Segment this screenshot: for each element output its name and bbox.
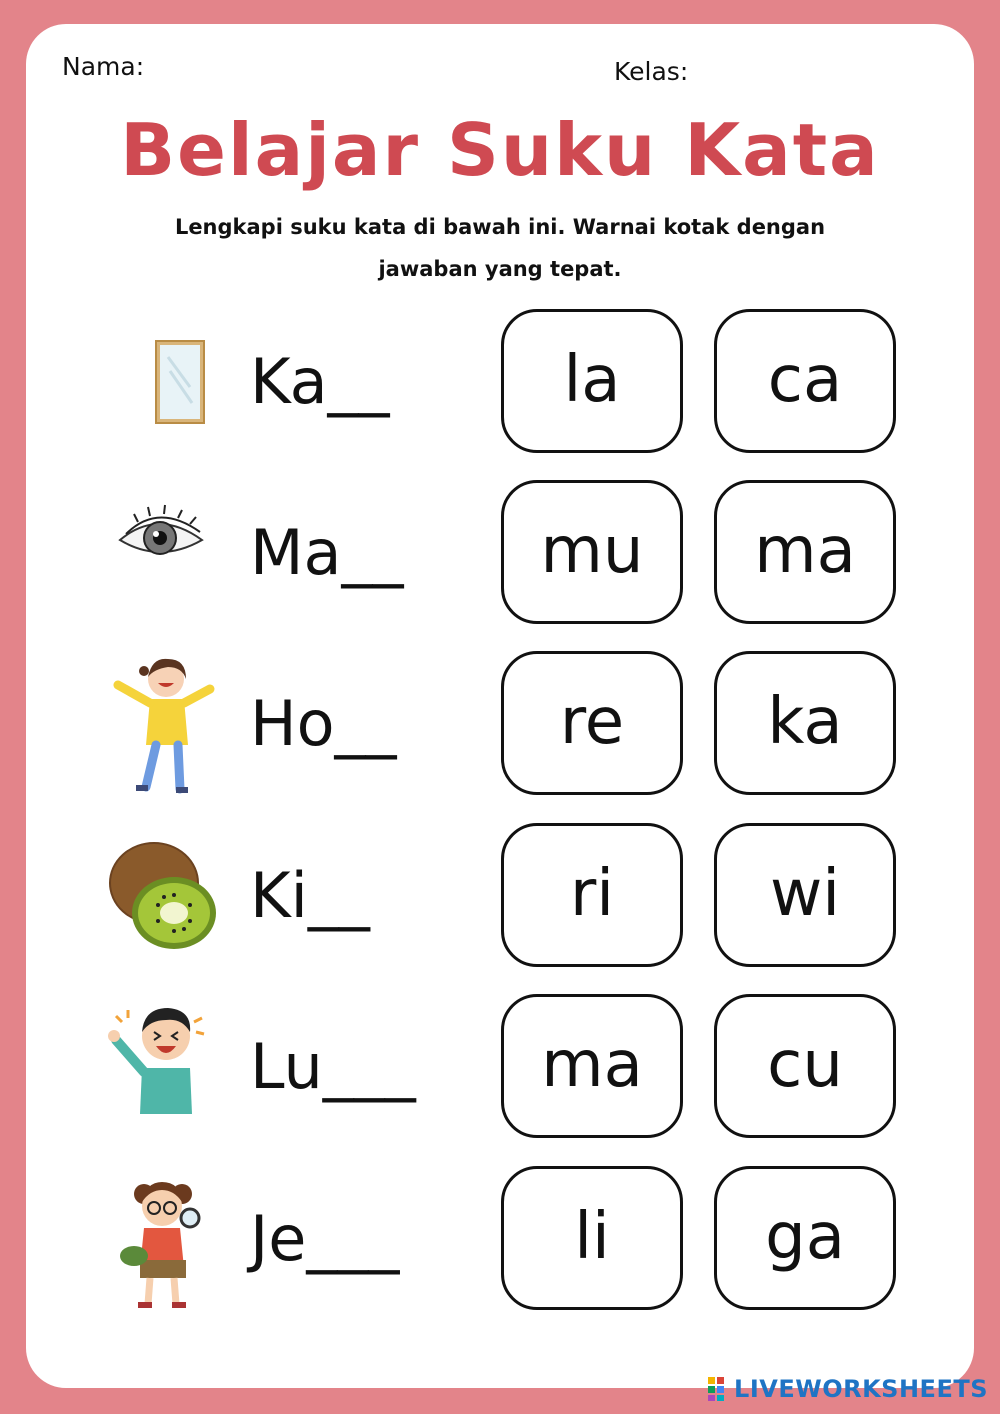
page-title: Belajar Suku Kata	[120, 108, 880, 192]
worksheet-page	[26, 24, 974, 1388]
option-box[interactable]: wi	[714, 823, 896, 967]
question-row	[26, 1164, 974, 1314]
name-label: Nama:	[62, 52, 145, 81]
question-row	[26, 478, 974, 628]
option-box[interactable]: ga	[714, 1166, 896, 1310]
question-row	[26, 821, 974, 971]
happy-girl-icon	[98, 649, 218, 799]
question-row	[26, 992, 974, 1142]
option-box[interactable]: la	[501, 309, 683, 453]
question-row	[26, 649, 974, 799]
option-box[interactable]: ma	[714, 480, 896, 624]
liveworksheets-logo	[708, 1372, 988, 1406]
word-prompt: Je___	[250, 1202, 400, 1275]
logo-squares-icon	[708, 1377, 734, 1401]
word-prompt: Ka__	[250, 345, 390, 418]
girl-magnifier-icon	[98, 1164, 218, 1314]
option-box[interactable]: ca	[714, 309, 896, 453]
word-prompt: Ki__	[250, 859, 370, 932]
word-prompt: Ho__	[250, 687, 397, 760]
option-box[interactable]: ma	[501, 994, 683, 1138]
laughing-boy-icon	[98, 992, 218, 1142]
brand-name: LIVEWORKSHEETS	[734, 1375, 988, 1403]
question-row	[26, 307, 974, 457]
word-prompt: Ma__	[250, 516, 404, 589]
option-box[interactable]: re	[501, 651, 683, 795]
mirror-icon	[98, 307, 218, 457]
option-box[interactable]: li	[501, 1166, 683, 1310]
eye-icon	[98, 478, 218, 628]
instructions: Lengkapi suku kata di bawah ini. Warnai kotak dengan jawaban yang tepat.	[174, 215, 826, 281]
word-prompt: Lu___	[250, 1030, 416, 1103]
option-box[interactable]: ri	[501, 823, 683, 967]
kiwi-icon	[98, 821, 218, 971]
option-box[interactable]: mu	[501, 480, 683, 624]
option-box[interactable]: ka	[714, 651, 896, 795]
option-box[interactable]: cu	[714, 994, 896, 1138]
class-label: Kelas:	[614, 57, 689, 86]
